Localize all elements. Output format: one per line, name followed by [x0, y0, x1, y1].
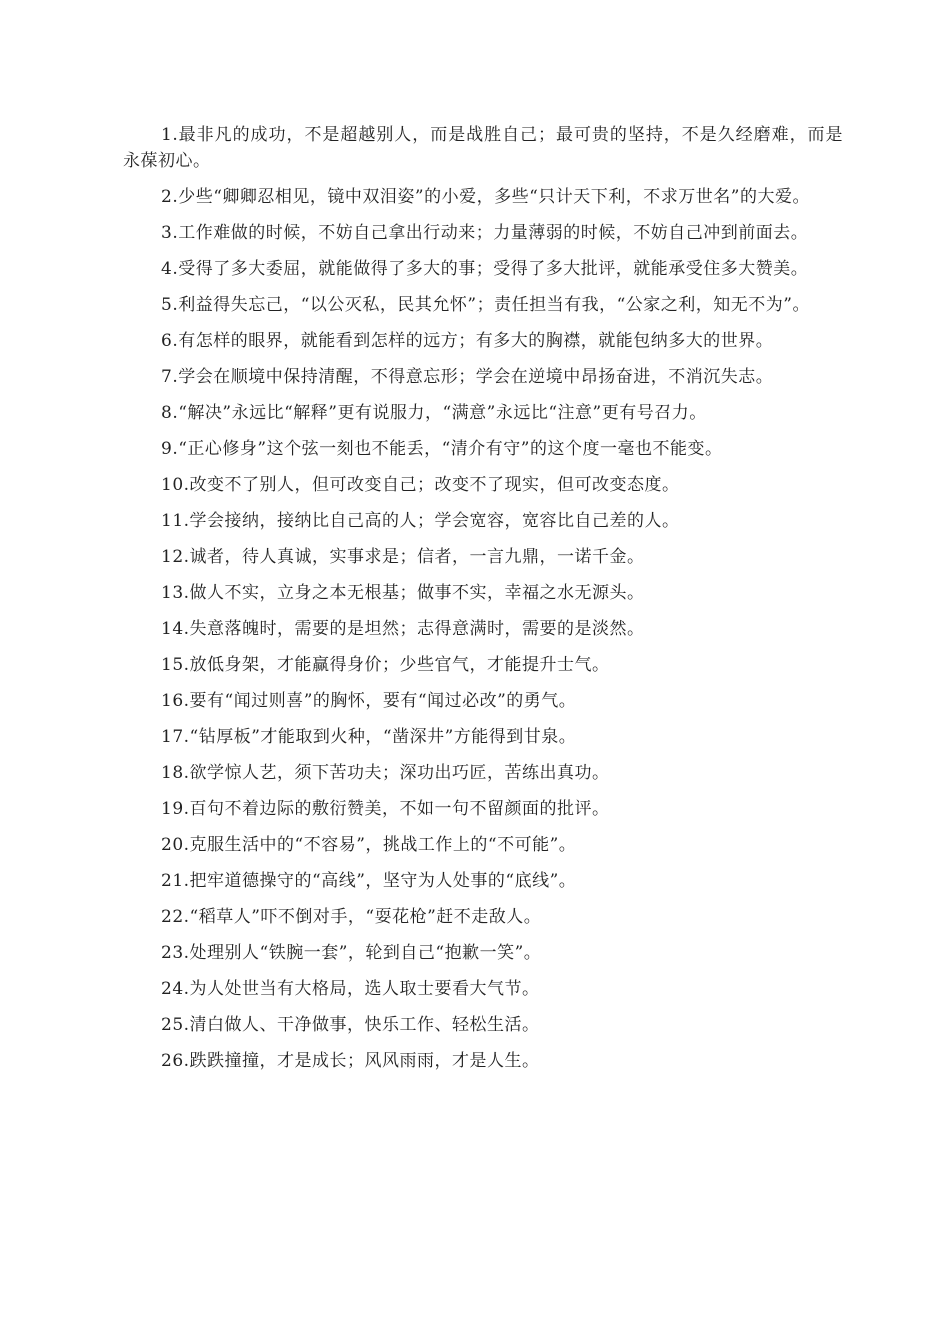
- list-item: 24.为人处世当有大格局，选人取士要看大气节。: [161, 979, 540, 999]
- list-item: 13.做人不实，立身之本无根基；做事不实，幸福之水无源头。: [161, 583, 645, 603]
- list-item: 12.诚者，待人真诚，实事求是；信者，一言九鼎，一诺千金。: [161, 547, 645, 567]
- list-item: 15.放低身架，才能赢得身价；少些官气，才能提升士气。: [161, 655, 610, 675]
- list-item: 3.工作难做的时候，不妨自己拿出行动来；力量薄弱的时候，不妨自己冲到前面去。: [161, 223, 809, 243]
- list-item: 21.把牢道德操守的“高线”，坚守为人处事的“底线”。: [161, 871, 577, 891]
- list-item: 20.克服生活中的“不容易”，挑战工作上的“不可能”。: [161, 835, 577, 855]
- list-item: 2.少些“卿卿忍相见，镜中双泪姿”的小爱，多些“只计天下利，不求万世名”的大爱。: [161, 187, 810, 207]
- list-item: 22.“稻草人”吓不倒对手，“耍花枪”赶不走敌人。: [161, 907, 542, 927]
- list-item: 4.受得了多大委屈，就能做得了多大的事；受得了多大批评，就能承受住多大赞美。: [161, 259, 809, 279]
- list-item: 16.要有“闻过则喜”的胸怀，要有“闻过必改”的勇气。: [161, 691, 577, 711]
- list-item: 9.“正心修身”这个弦一刻也不能丢，“清介有守”的这个度一毫也不能变。: [161, 439, 723, 459]
- list-item: 1.最非凡的成功，不是超越别人，而是战胜自己；最可贵的坚持，不是久经磨难，而是永葆初心。: [123, 125, 843, 171]
- list-item: 7.学会在顺境中保持清醒，不得意忘形；学会在逆境中昂扬奋进，不消沉失志。: [161, 367, 774, 387]
- list-item: 5.利益得失忘己，“以公灭私，民其允怀”；责任担当有我，“公家之利，知无不为”。: [161, 295, 810, 315]
- list-item: 11.学会接纳，接纳比自己高的人；学会宽容，宽容比自己差的人。: [161, 511, 680, 531]
- list-item: 26.跌跌撞撞，才是成长；风风雨雨，才是人生。: [161, 1051, 540, 1071]
- document-body: [123, 122, 843, 1084]
- list-item: 8.“解决”永远比“解释”更有说服力，“满意”永远比“注意”更有号召力。: [161, 403, 707, 423]
- list-item: 14.失意落魄时，需要的是坦然；志得意满时，需要的是淡然。: [161, 619, 645, 639]
- list-item: 6.有怎样的眼界，就能看到怎样的远方；有多大的胸襟，就能包纳多大的世界。: [161, 331, 774, 351]
- list-item: 19.百句不着边际的敷衍赞美，不如一句不留颜面的批评。: [161, 799, 610, 819]
- list-item: 18.欲学惊人艺，须下苦功夫；深功出巧匠，苦练出真功。: [161, 763, 610, 783]
- list-item: 17.“钻厚板”才能取到火种，“凿深井”方能得到甘泉。: [161, 727, 577, 747]
- list-item: 25.清白做人、干净做事，快乐工作、轻松生活。: [161, 1015, 540, 1035]
- list-item: 10.改变不了别人，但可改变自己；改变不了现实，但可改变态度。: [161, 475, 680, 495]
- list-item: 23.处理别人“铁腕一套”，轮到自己“抱歉一笑”。: [161, 943, 542, 963]
